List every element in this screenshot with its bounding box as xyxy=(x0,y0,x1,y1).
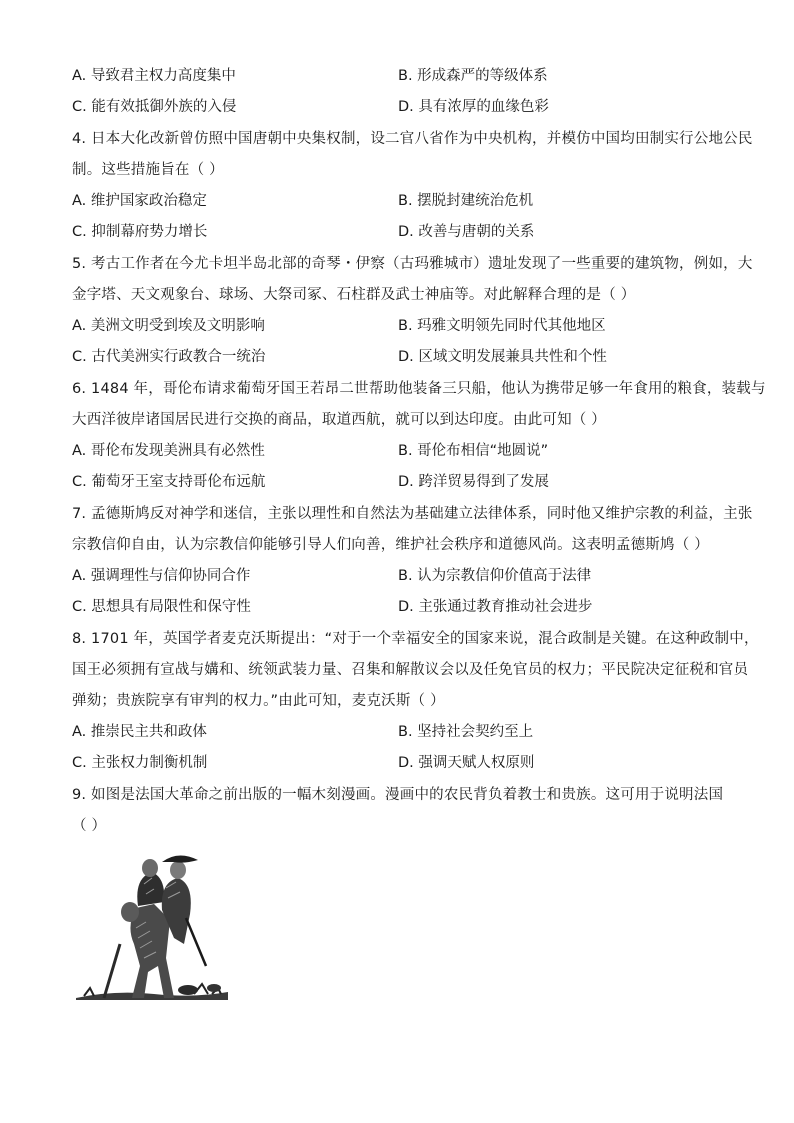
q7-option-c: C. 思想具有局限性和保守性 xyxy=(72,599,251,615)
woodcut-cartoon-image xyxy=(74,848,230,1004)
q8-option-c: C. 主张权力制衡机制 xyxy=(72,755,208,771)
q5-stem-line2: 金字塔、天文观象台、球场、大祭司冢、石柱群及武士神庙等。对此解释合理的是（ ） xyxy=(72,287,636,303)
q5-option-a: A. 美洲文明受到埃及文明影响 xyxy=(72,318,265,334)
q6-options-row1 xyxy=(72,441,728,461)
q9-stem-line2: （ ） xyxy=(72,818,107,834)
q8-option-a: A. 推崇民主共和政体 xyxy=(72,724,207,740)
q4-stem-line1: 4. 日本大化改新曾仿照中国唐朝中央集权制，设二官八省作为中央机构，并模仿中国均田制实行公地公民 xyxy=(72,131,753,147)
q4-option-d: D. 改善与唐朝的关系 xyxy=(398,224,535,240)
q8-stem-line1: 8. 1701 年，英国学者麦克沃斯提出：“对于一个幸福安全的国家来说，混合政制是关键。在这种政制中， xyxy=(72,631,759,647)
q3-option-c: C. 能有效抵御外族的入侵 xyxy=(72,99,237,115)
q7-option-d: D. 主张通过教育推动社会进步 xyxy=(398,599,593,615)
q3-option-d: D. 具有浓厚的血缘色彩 xyxy=(398,99,549,115)
q7-stem-line1: 7. 孟德斯鸠反对神学和迷信，主张以理性和自然法为基础建立法律体系，同时他又维护宗教的利益，主张 xyxy=(72,506,753,522)
q9-stem-line1: 9. 如图是法国大革命之前出版的一幅木刻漫画。漫画中的农民背负着教士和贵族。这可用于说明法国 xyxy=(72,787,724,803)
q8-option-b: B. 坚持社会契约至上 xyxy=(398,724,534,740)
q5-option-c: C. 古代美洲实行政教合一统治 xyxy=(72,349,266,365)
q7-option-b: B. 认为宗教信仰价值高于法律 xyxy=(398,568,592,584)
q7-options-row2 xyxy=(72,597,728,617)
q7-options-row1 xyxy=(72,566,728,586)
q5-option-b: B. 玛雅文明领先同时代其他地区 xyxy=(398,318,606,334)
q6-stem-line2: 大西洋彼岸诸国居民进行交换的商品，取道西航，就可以到达印度。由此可知（ ） xyxy=(72,412,607,428)
q6-option-c: C. 葡萄牙王室支持哥伦布远航 xyxy=(72,474,266,490)
q5-stem-line1: 5. 考古工作者在今尤卡坦半岛北部的奇琴・伊察（古玛雅城市）遗址发现了一些重要的建筑物，例如，大 xyxy=(72,256,753,272)
q3-option-b: B. 形成森严的等级体系 xyxy=(398,68,548,84)
q4-option-a: A. 维护国家政治稳定 xyxy=(72,193,207,209)
q6-option-d: D. 跨洋贸易得到了发展 xyxy=(398,474,549,490)
q6-options-row2 xyxy=(72,472,728,492)
q5-options-row2 xyxy=(72,347,728,367)
q3-option-a: A. 导致君主权力高度集中 xyxy=(72,68,236,84)
q4-options-row2 xyxy=(72,222,728,242)
q7-stem-line2: 宗教信仰自由，认为宗教信仰能够引导人们向善，维护社会秩序和道德风尚。这表明孟德斯鸠（ ） xyxy=(72,537,709,553)
q8-stem-line2: 国王必须拥有宣战与媾和、统领武装力量、召集和解散议会以及任免官员的权力；平民院决定征税和官员 xyxy=(72,662,749,678)
q4-option-c: C. 抑制幕府势力增长 xyxy=(72,224,208,240)
q5-options-row1 xyxy=(72,316,728,336)
q8-stem-line3: 弹劾；贵族院享有审判的权力。”由此可知，麦克沃斯（ ） xyxy=(72,693,445,709)
q8-options-row2 xyxy=(72,753,728,773)
q6-stem-line1: 6. 1484 年，哥伦布请求葡萄牙国王若昂二世帮助他装备三只船，他认为携带足够一年食用的粮食，装载与 xyxy=(72,381,766,397)
q4-stem-line2: 制。这些措施旨在（ ） xyxy=(72,162,224,178)
q6-option-a: A. 哥伦布发现美洲具有必然性 xyxy=(72,443,265,459)
q3-options-row2 xyxy=(72,97,728,117)
q6-option-b: B. 哥伦布相信“地圆说” xyxy=(398,443,549,459)
q5-option-d: D. 区域文明发展兼具共性和个性 xyxy=(398,349,607,365)
q7-option-a: A. 强调理性与信仰协同合作 xyxy=(72,568,251,584)
q3-options-row1 xyxy=(72,66,728,86)
q4-options-row1 xyxy=(72,191,728,211)
q8-options-row1 xyxy=(72,722,728,742)
q8-option-d: D. 强调天赋人权原则 xyxy=(398,755,535,771)
q4-option-b: B. 摆脱封建统治危机 xyxy=(398,193,534,209)
